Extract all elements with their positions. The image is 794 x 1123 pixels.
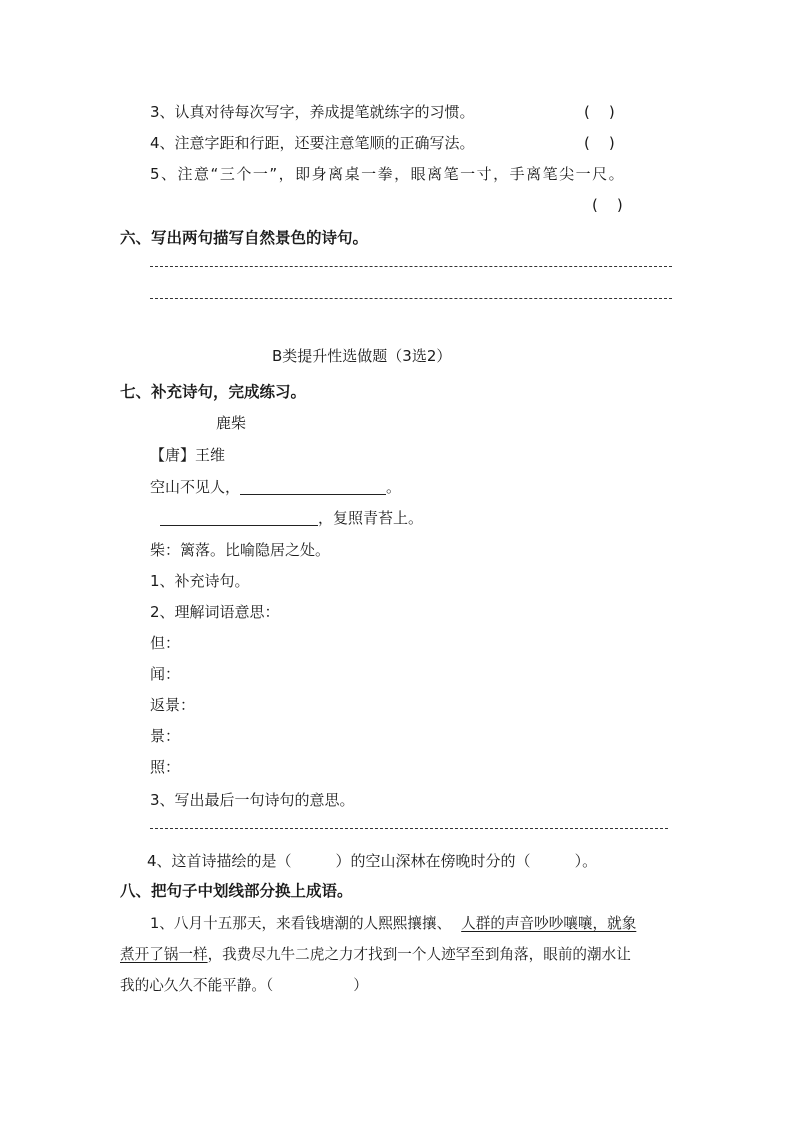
answer-paren-4[interactable]: ( ) (584, 134, 615, 152)
section-8-heading: 八、把句子中划线部分换上成语。 (120, 882, 353, 900)
term-fanjing: 返景： (150, 696, 196, 714)
section-b-title: B类提升性选做题（3选2） (272, 347, 452, 365)
passage-line-3 (120, 976, 368, 996)
passage-line-1 (150, 914, 636, 934)
question-4-part1: 4、这首诗描绘的是（ (147, 852, 292, 870)
passage-3-end: ） (353, 977, 368, 994)
question-2: 2、理解词语意思： (150, 603, 280, 621)
question-4-part2: ）的空山深林在傍晚时分的（ (335, 852, 531, 870)
question-4-part3: ）。 (574, 852, 598, 870)
poem-line-1 (150, 477, 401, 497)
passage-line-2 (120, 945, 631, 965)
section-7-heading: 七、补充诗句，完成练习。 (120, 383, 307, 401)
term-zhao: 照： (150, 758, 181, 776)
underlined-phrase-1: 人群的声音吵吵嚷嚷，就象 (461, 915, 637, 932)
passage-2b: ，我费尽九牛二虎之力才找到一个人迹罕至到角落，眼前的潮水让 (207, 946, 631, 963)
question-4 (147, 851, 597, 871)
poem-line-1-start: 空山不见人， (150, 478, 241, 496)
question-1: 1、补充诗句。 (150, 572, 250, 590)
term-jing: 景： (150, 727, 181, 745)
poem-author: 【唐】王维 (150, 446, 226, 464)
section-6-heading: 六、写出两句描写自然景色的诗句。 (120, 229, 369, 247)
answer-paren-3[interactable]: ( ) (584, 103, 615, 121)
term-wen: 闻： (150, 665, 181, 683)
answer-line-1[interactable] (150, 266, 672, 267)
question-3: 3、写出最后一句诗句的意思。 (150, 791, 355, 809)
underlined-phrase-2: 煮开了锅一样 (120, 946, 208, 963)
poem-blank-1[interactable] (240, 478, 386, 495)
poem-note: 柴：篱落。比喻隐居之处。 (150, 541, 331, 559)
passage-3: 我的心久久不能平静。（ (120, 977, 274, 994)
answer-paren-5[interactable]: ( ) (592, 196, 623, 214)
term-dan: 但： (150, 634, 181, 652)
poem-line-2 (160, 508, 423, 528)
item-3: 3、认真对待每次写字，养成提笔就练字的习惯。 (150, 103, 475, 121)
answer-line-3[interactable] (150, 828, 668, 829)
passage-1a: 1、八月十五那天，来看钱塘潮的人熙熙攘攘、 (150, 915, 452, 932)
answer-line-2[interactable] (150, 298, 672, 299)
poem-blank-2[interactable] (160, 509, 318, 526)
item-4: 4、注意字距和行距，还要注意笔顺的正确写法。 (150, 134, 475, 152)
poem-title: 鹿柴 (216, 414, 247, 432)
poem-line-1-end: 。 (386, 478, 402, 496)
poem-line-2-end: ，复照青苔上。 (318, 509, 424, 527)
item-5: 5、注意“三个一”，即身离桌一拳，眼离笔一寸，手离笔尖一尺。 (150, 165, 626, 183)
